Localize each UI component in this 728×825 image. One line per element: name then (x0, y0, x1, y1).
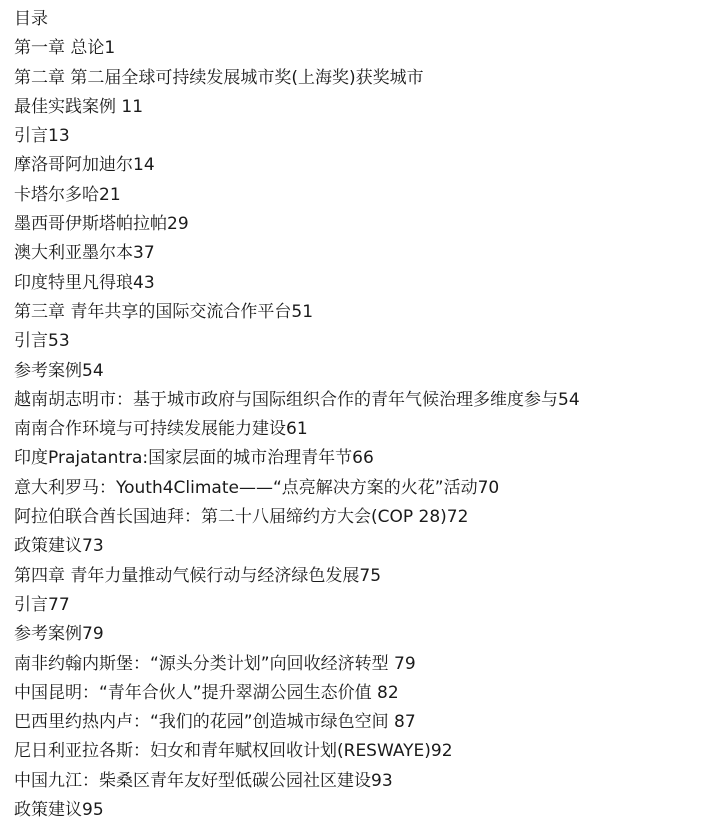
toc-entry: 参考案例79 (14, 624, 104, 645)
toc-entry: 最佳实践案例 11 (14, 96, 144, 117)
toc-entry: 政策建议73 (14, 536, 104, 557)
toc-entry: 中国九江：柴桑区青年友好型低碳公园社区建设93 (14, 770, 393, 791)
toc-entry: 巴西里约热内卢：“我们的花园”创造城市绿色空间 87 (14, 712, 416, 733)
table-of-contents (14, 5, 720, 825)
toc-heading: 目录 (14, 9, 48, 29)
toc-entry: 印度特里凡得琅43 (14, 272, 155, 293)
toc-entry: 卡塔尔多哈21 (14, 184, 121, 205)
toc-entry: 引言77 (14, 594, 70, 615)
toc-entry: 墨西哥伊斯塔帕拉帕29 (14, 214, 189, 235)
toc-entry-chapter-3: 第三章 青年共享的国际交流合作平台51 (14, 301, 314, 322)
toc-entry: 印度Prajatantra:国家层面的城市治理青年节66 (14, 448, 374, 469)
toc-entry: 澳大利亚墨尔本37 (14, 243, 155, 264)
toc-entry: 阿拉伯联合酋长国迪拜：第二十八届缔约方大会(COP 28)72 (14, 507, 469, 528)
toc-entry: 摩洛哥阿加迪尔14 (14, 155, 155, 176)
toc-entry: 南南合作环境与可持续发展能力建设61 (14, 419, 308, 440)
toc-entry: 引言53 (14, 331, 70, 352)
toc-entry-chapter-1: 第一章 总论1 (14, 38, 116, 59)
toc-entry: 越南胡志明市：基于城市政府与国际组织合作的青年气候治理多维度参与54 (14, 389, 580, 410)
toc-entry: 南非约翰内斯堡：“源头分类计划”向回收经济转型 79 (14, 653, 416, 674)
toc-entry: 参考案例54 (14, 360, 104, 381)
toc-entry: 尼日利亚拉各斯：妇女和青年赋权回收计划(RESWAYE)92 (14, 741, 453, 762)
toc-entry-chapter-2: 第二章 第二届全球可持续发展城市奖(上海奖)获奖城市 (14, 67, 424, 88)
toc-entry: 中国昆明：“青年合伙人”提升翠湖公园生态价值 82 (14, 682, 399, 703)
toc-entry: 引言13 (14, 126, 70, 147)
toc-entry-chapter-4: 第四章 青年力量推动气候行动与经济绿色发展75 (14, 565, 382, 586)
toc-entry: 意大利罗马：Youth4Climate——“点亮解决方案的火花”活动70 (14, 477, 500, 498)
toc-entry: 政策建议95 (14, 800, 104, 821)
